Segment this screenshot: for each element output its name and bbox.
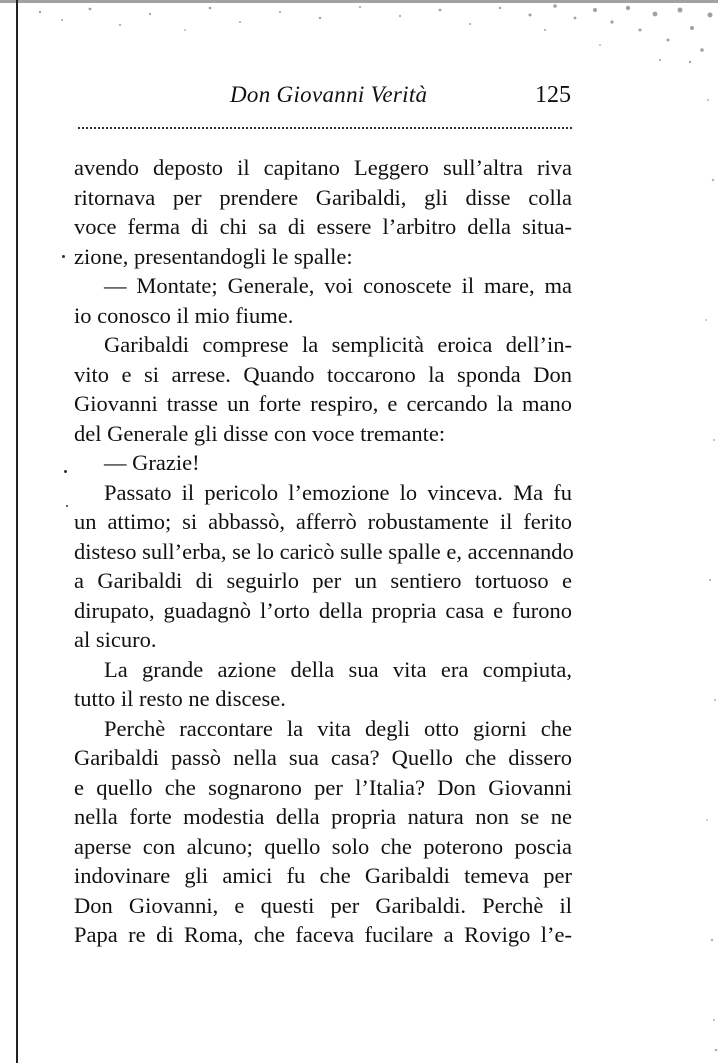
text-line: Giovanni trasse un forte respiro, e cercando la mano [74,391,572,416]
text-line: del Generale gli disse con voce tremante: [74,420,446,446]
text-line: Perchè raccontare la vita degli otto giorni che [104,715,572,741]
text-line: avendo deposto il capitano Leggero sull’altra riva [74,155,572,180]
print-speck [62,255,65,258]
running-head [75,80,575,114]
text-line: aperse con alcuno; quello solo che poterono poscia [74,833,572,859]
text-line: — Grazie! [104,450,200,475]
text-line: a Garibaldi di seguirlo per un sentiero tortuoso e [74,568,572,593]
body-text [74,153,572,950]
text-line: e quello che sognarono per l’Italia? Don Giovanni [74,774,572,800]
page-number: 125 [535,82,571,108]
text-line: zione, presentandogli le spalle: [74,243,353,269]
text-line: un attimo; si abbassò, afferrò robustamente il ferito [74,509,572,534]
text-line: voce ferma di chi sa di essere l’arbitro della situa- [74,214,572,239]
text-line: Papa re di Roma, che faceva fucilare a Rovigo l’e- [74,922,572,947]
running-title: Don Giovanni Verità [230,82,428,107]
header-dotted-rule [78,127,572,129]
text-line: La grande azione della sua vita era compiuta, [104,656,572,682]
text-line: — Montate; Generale, voi conoscete il mare, ma [104,273,572,298]
scan-noise-top [0,0,718,70]
text-line: indovinare gli amici fu che Garibaldi temeva per [74,863,572,888]
print-speck [66,505,68,507]
print-speck [64,470,67,473]
text-line: Don Giovanni, e questi per Garibaldi. Perchè il [74,892,572,918]
text-line: nella forte modestia della propria natura non se ne [74,804,572,829]
text-line: vito e si arrese. Quando toccarono la sponda Don [74,361,572,387]
text-line: disteso sull’erba, se lo caricò sulle spalle e, accennando [74,538,574,564]
text-line: ritornava per prendere Garibaldi, gli disse colla [74,184,572,210]
text-line: Garibaldi comprese la semplicità eroica dell’in- [104,332,572,357]
text-line: tutto il resto ne discese. [74,686,286,711]
text-line: dirupato, guadagnò l’orto della propria casa e furono [74,597,572,623]
text-line: al sicuro. [74,627,157,652]
scan-noise-right-edge [678,60,718,1063]
text-line: Garibaldi passò nella sua casa? Quello che dissero [74,745,572,770]
page-gutter-line [16,0,18,1063]
text-line: Passato il pericolo l’emozione lo vinceva. Ma fu [104,479,572,505]
text-line: io conosco il mio fiume. [74,302,294,328]
